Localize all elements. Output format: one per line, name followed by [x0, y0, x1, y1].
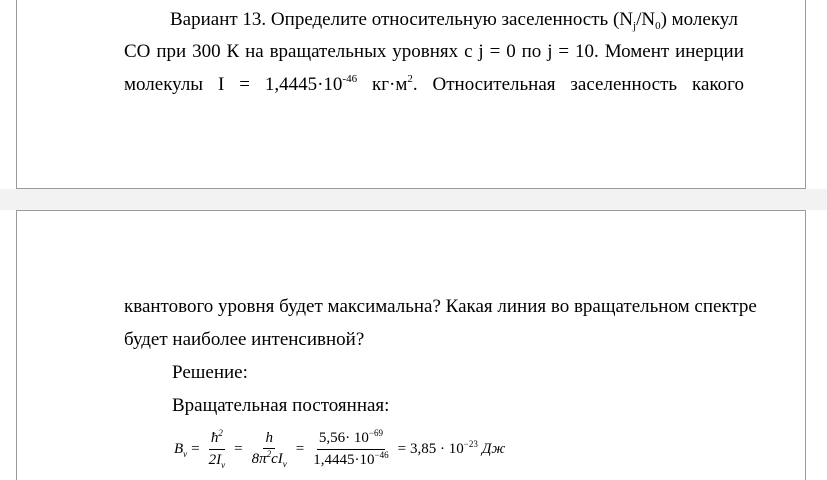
task-line-2-word: инерции — [675, 41, 744, 62]
word-i: I — [217, 74, 225, 95]
formula-lhs: $B_v$ — [174, 440, 188, 459]
moment-value: $1,4445\cdot 10^{-46}$ — [264, 73, 358, 95]
word-molekuly: молекулы — [124, 74, 204, 95]
task-line-2-word: на — [245, 41, 264, 62]
task-line-2-word: = — [558, 41, 570, 62]
moment-unit: $кг\cdot м^2$. — [371, 73, 418, 95]
task-line-1-suffix: ) молекул — [660, 9, 738, 30]
formula-equals-2: = — [234, 441, 243, 457]
rotational-constant-formula — [174, 425, 505, 473]
word-equals: = — [239, 74, 250, 95]
solution-label: Решение: — [172, 362, 248, 383]
formula-equals-4: = — [397, 441, 407, 457]
rotational-constant-label: Вращательная постоянная: — [172, 395, 390, 416]
word-kakogo: какого — [692, 74, 744, 95]
formula-fraction-h: $\frac{h}{8\pi^2cI_v}$ — [251, 430, 287, 469]
task-line-2-word: 300 — [192, 41, 221, 62]
task-line-2-word: К — [226, 41, 240, 62]
subscript-0: 0 — [655, 20, 661, 32]
task-line-1-prefix: Вариант 13. Определите относительную заселенность (N — [170, 9, 633, 30]
task-line-4: квантового уровня будет максимальна? Какая линия во вращательном спектре — [124, 296, 757, 317]
task-line-2-word: с — [464, 41, 473, 62]
subscript-j: j — [633, 20, 637, 32]
formula-fraction-hbar: $\frac{ħ^2}{2I_v}$ — [208, 427, 226, 470]
task-line-2-word: 10. — [575, 41, 599, 62]
formula-unit: Дж — [481, 441, 506, 457]
task-line-2-word: = — [489, 41, 501, 62]
task-line-3 — [124, 74, 744, 96]
task-line-2-word: j — [547, 41, 553, 62]
page-gap — [0, 189, 827, 210]
task-line-2-word: при — [156, 41, 187, 62]
formula-result: $3,85 \cdot 10^{-23}$ — [410, 438, 478, 457]
task-line-2-word: 0 — [506, 41, 516, 62]
formula-equals-3: = — [295, 441, 305, 457]
formula-equals-1: = — [191, 441, 200, 457]
formula-fraction-numeric: $\frac{5,56\cdot 10^{-69}}{1,4445\cdot 10^{-46}}$ — [313, 427, 389, 468]
task-line-2 — [124, 41, 744, 63]
task-line-2-word: по — [521, 41, 542, 62]
word-otnositelnaya: Относительная — [432, 74, 556, 95]
task-line-2-word: CO — [124, 41, 151, 62]
task-line-2-word: Момент — [604, 41, 670, 62]
task-line-2-word: j — [478, 41, 484, 62]
task-line-2-word: уровнях — [392, 41, 459, 62]
task-line-1 — [170, 9, 738, 31]
task-line-1-slash: /N — [636, 9, 656, 30]
task-line-5: будет наиболее интенсивной? — [124, 329, 365, 350]
word-zaselennost: заселенность — [570, 74, 678, 95]
task-line-2-word: вращательных — [269, 41, 387, 62]
